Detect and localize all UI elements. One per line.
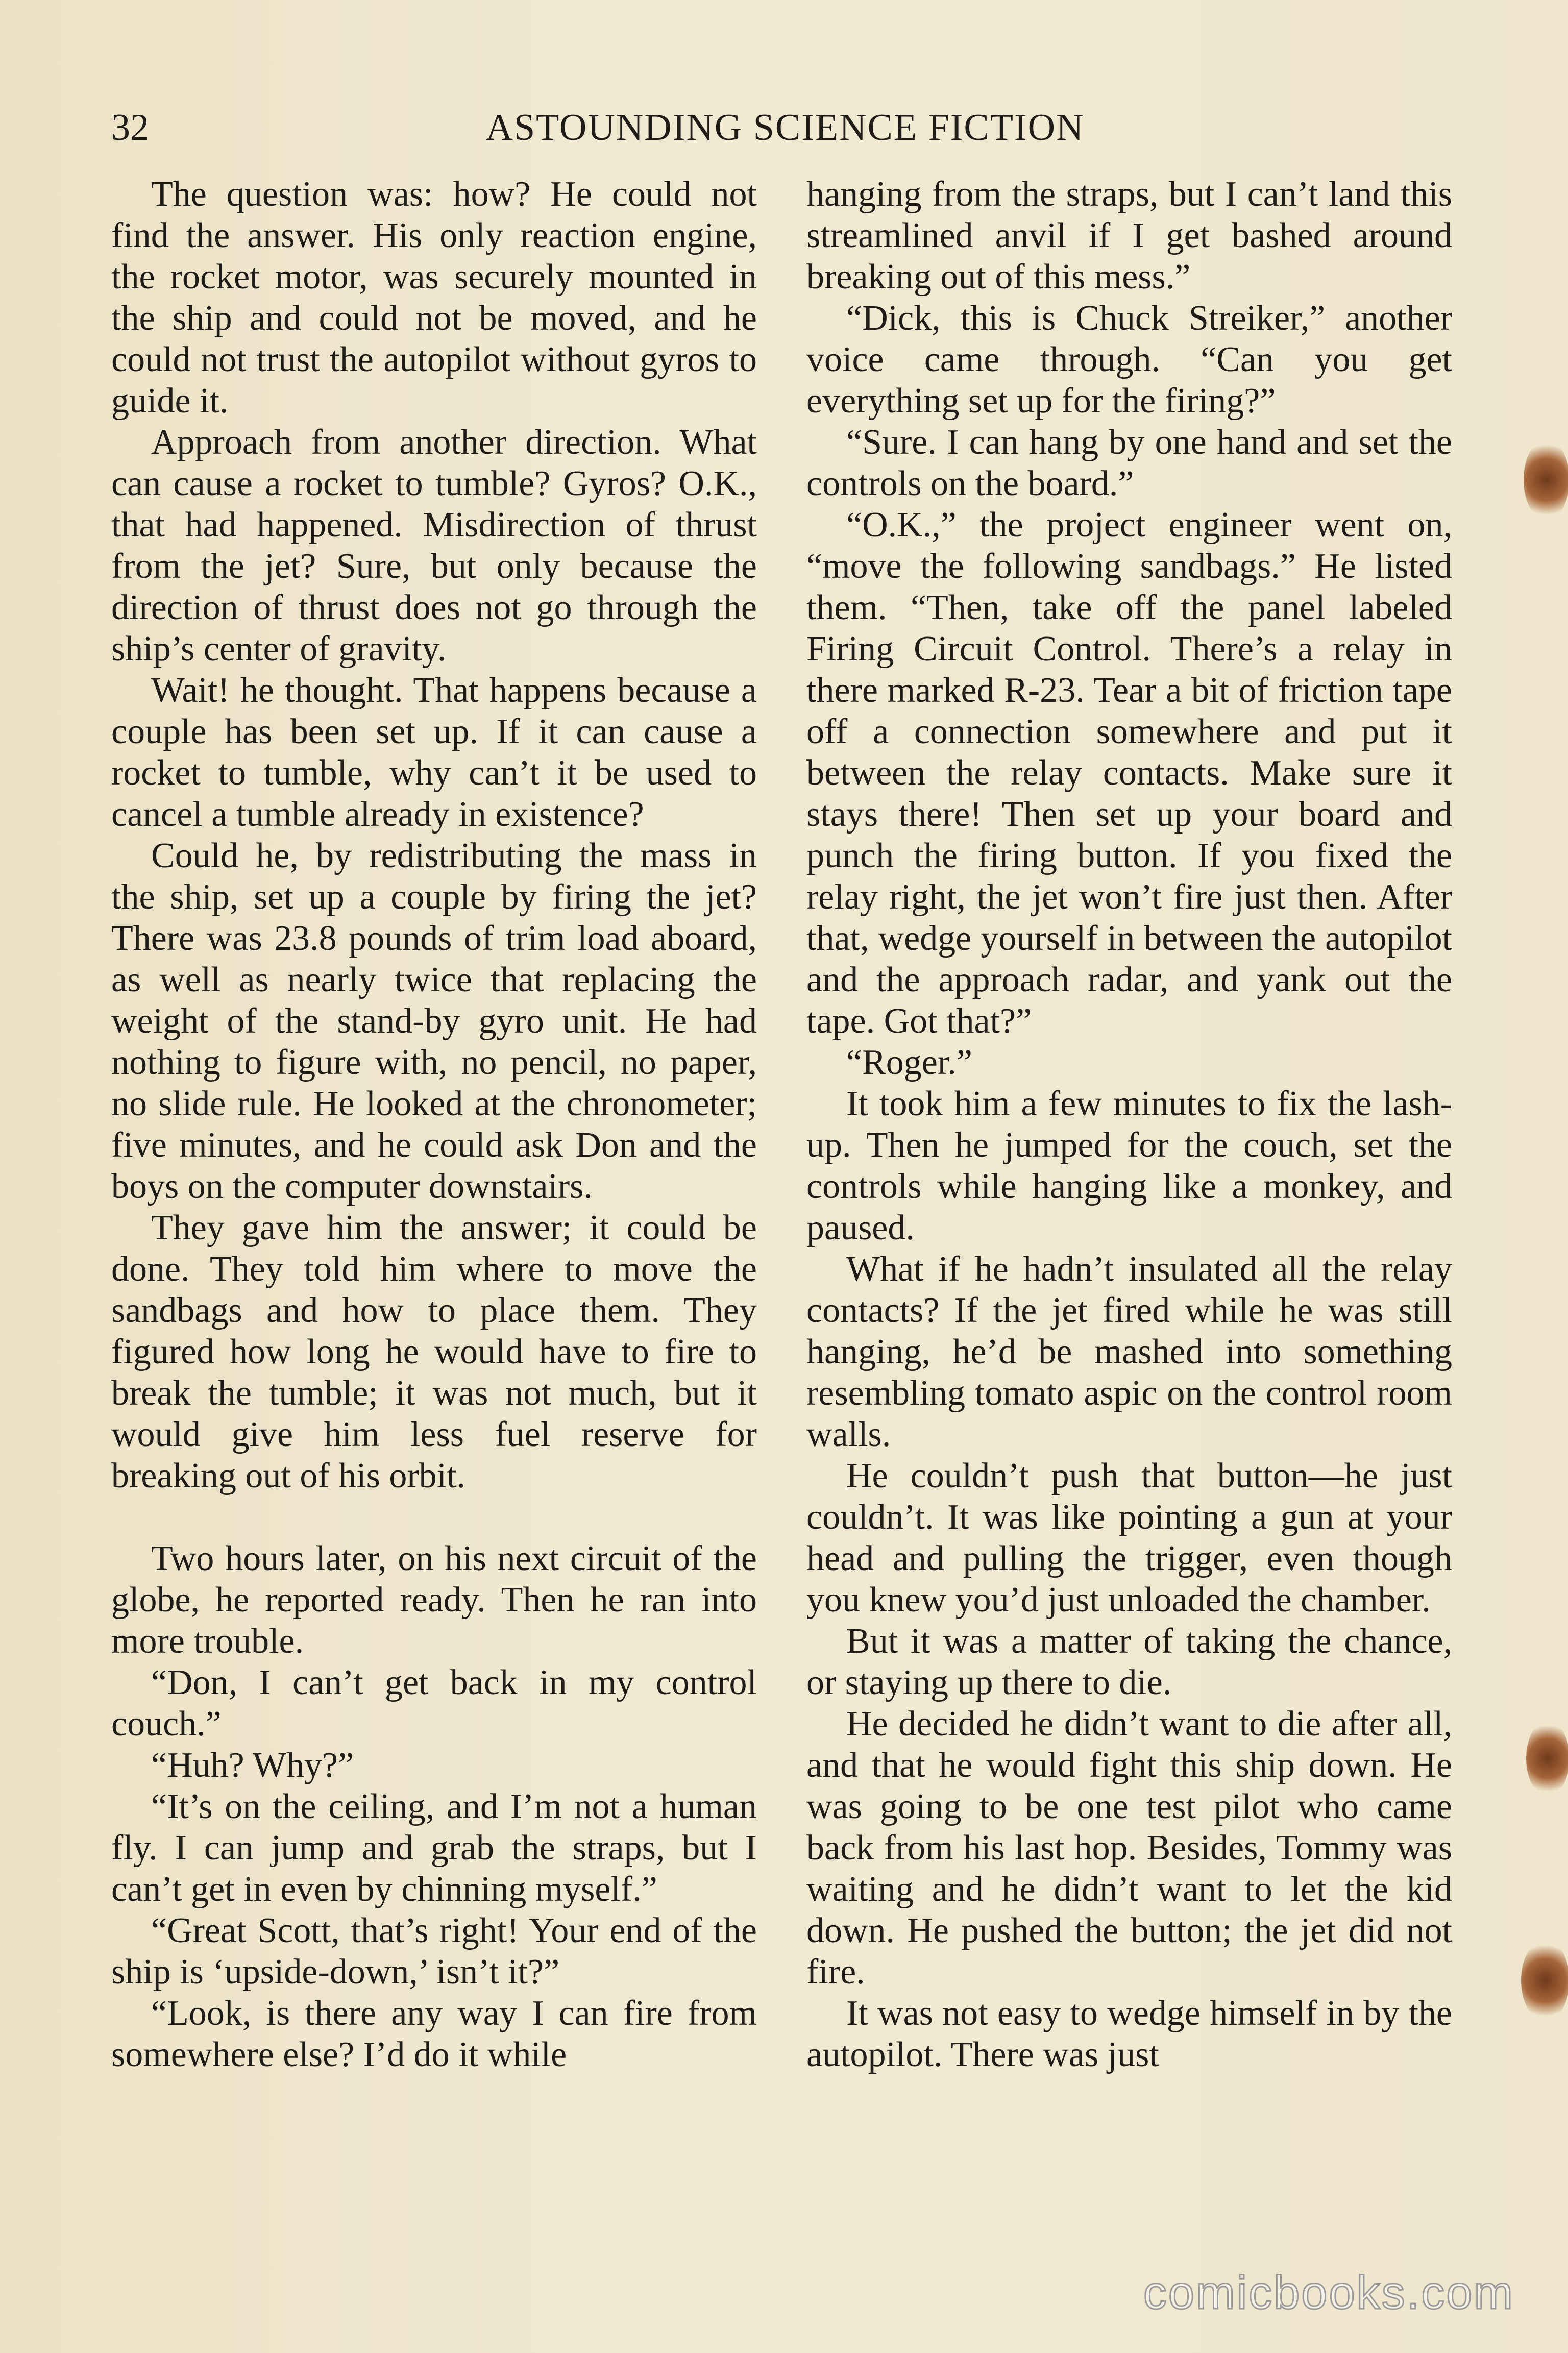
paragraph: They gave him the answer; it could be done. They told him where to move the sandbags and how to place them. They figured how long he would have to fire to break the tumble; it was not much, but it would give him less fuel reserve for breaking out of his orbit. xyxy=(111,1208,757,1496)
paragraph: “Sure. I can hang by one hand and set the controls on the board.” xyxy=(806,423,1452,503)
paragraph: “Great Scott, that’s right! Your end of the ship is ‘upside-down,’ isn’t it?” xyxy=(111,1911,757,1992)
paper-stain-mark xyxy=(1526,1720,1568,1797)
paragraph: Wait! he thought. That happens because a couple has been set up. If it can cause a rocket to tumble, why can’t it be used to cancel a tumble already in existence? xyxy=(111,671,757,834)
paragraph: What if he hadn’t insulated all the relay contacts? If the jet fired while he was still hanging, he’d be mashed into something resembling tomato aspic on the control room walls. xyxy=(806,1249,1452,1454)
paragraph-continued: hanging from the straps, but I can’t land this streamlined anvil if I get bashed around breaking out of this mess.” xyxy=(806,175,1452,297)
paragraph: “Roger.” xyxy=(846,1043,972,1082)
paragraph: It was not easy to wedge himself in by the autopilot. There was just xyxy=(806,1994,1452,2074)
paper-stain-mark xyxy=(1521,1940,1568,2021)
paragraph: “O.K.,” the project engineer went on, “move the following sandbags.” He listed them. “Then, take off the panel labeled Firing Circuit Control. There’s a relay in there marked R-23. Tear a bit of friction tape off a connection somewhere and put it between the relay contacts. Make sure it stays there! Then set up your board and punch the firing button. If you fixed the relay right, the jet won’t fire just then. After that, wedge yourself in between the autopilot and the approach radar, and yank out the tape. Got that?” xyxy=(806,505,1452,1041)
left-text-column xyxy=(111,174,757,2075)
right-text-column xyxy=(806,174,1452,2075)
paragraph: But it was a matter of taking the chance, or staying up there to die. xyxy=(806,1622,1452,1702)
watermark-logo: comicbooks.com xyxy=(1143,2267,1514,2319)
paragraph: Could he, by redistributing the mass in the ship, set up a couple by firing the jet? There was 23.8 pounds of trim load aboard, as well as nearly twice that replacing the weight of the stand-by gyro unit. He had nothing to figure with, no pencil, no paper, no slide rule. He looked at the chronometer; five minutes, and he could ask Don and the boys on the computer downstairs. xyxy=(111,836,757,1206)
page-number: 32 xyxy=(111,107,149,149)
paragraph: Approach from another direction. What can cause a rocket to tumble? Gyros? O.K., that had happened. Misdirection of thrust from the jet? Sure, but only because the direction of thrust does not go through the ship’s center of gravity. xyxy=(111,423,757,669)
paragraph: He decided he didn’t want to die after all, and that he would fight this ship down. He was going to be one test pilot who came back from his last hop. Besides, Tommy was waiting and he didn’t want to let the kid down. He pushed the button; the jet did not fire. xyxy=(806,1704,1452,1992)
paragraph: “Huh? Why?” xyxy=(151,1746,354,1785)
running-title: ASTOUNDING SCIENCE FICTION xyxy=(485,107,1085,149)
paragraph: He couldn’t push that button—he just couldn’t. It was like pointing a gun at your head and pulling the trigger, even though you knew you’d just unloaded the chamber. xyxy=(806,1456,1452,1620)
paragraph: “Don, I can’t get back in my control couch.” xyxy=(111,1663,757,1744)
paragraph: The question was: how? He could not find the answer. His only reaction engine, the rocket motor, was securely mounted in the ship and could not be moved, and he could not trust the autopilot without gyros to guide it. xyxy=(111,175,757,421)
paragraph: “It’s on the ceiling, and I’m not a human fly. I can jump and grab the straps, but I can’t get in even by chinning myself.” xyxy=(111,1787,757,1909)
page-header xyxy=(111,100,1459,156)
paragraph: It took him a few minutes to fix the lash-up. Then he jumped for the couch, set the controls while hanging like a monkey, and paused. xyxy=(806,1084,1452,1247)
paragraph-section-break: Two hours later, on his next circuit of the globe, he reported ready. Then he ran into more trouble. xyxy=(111,1539,757,1661)
paragraph: “Look, is there any way I can fire from somewhere else? I’d do it while xyxy=(111,1994,757,2074)
paragraph: “Dick, this is Chuck Streiker,” another voice came through. “Can you get everything set up for the firing?” xyxy=(806,299,1452,421)
paper-stain-mark xyxy=(1524,439,1568,521)
